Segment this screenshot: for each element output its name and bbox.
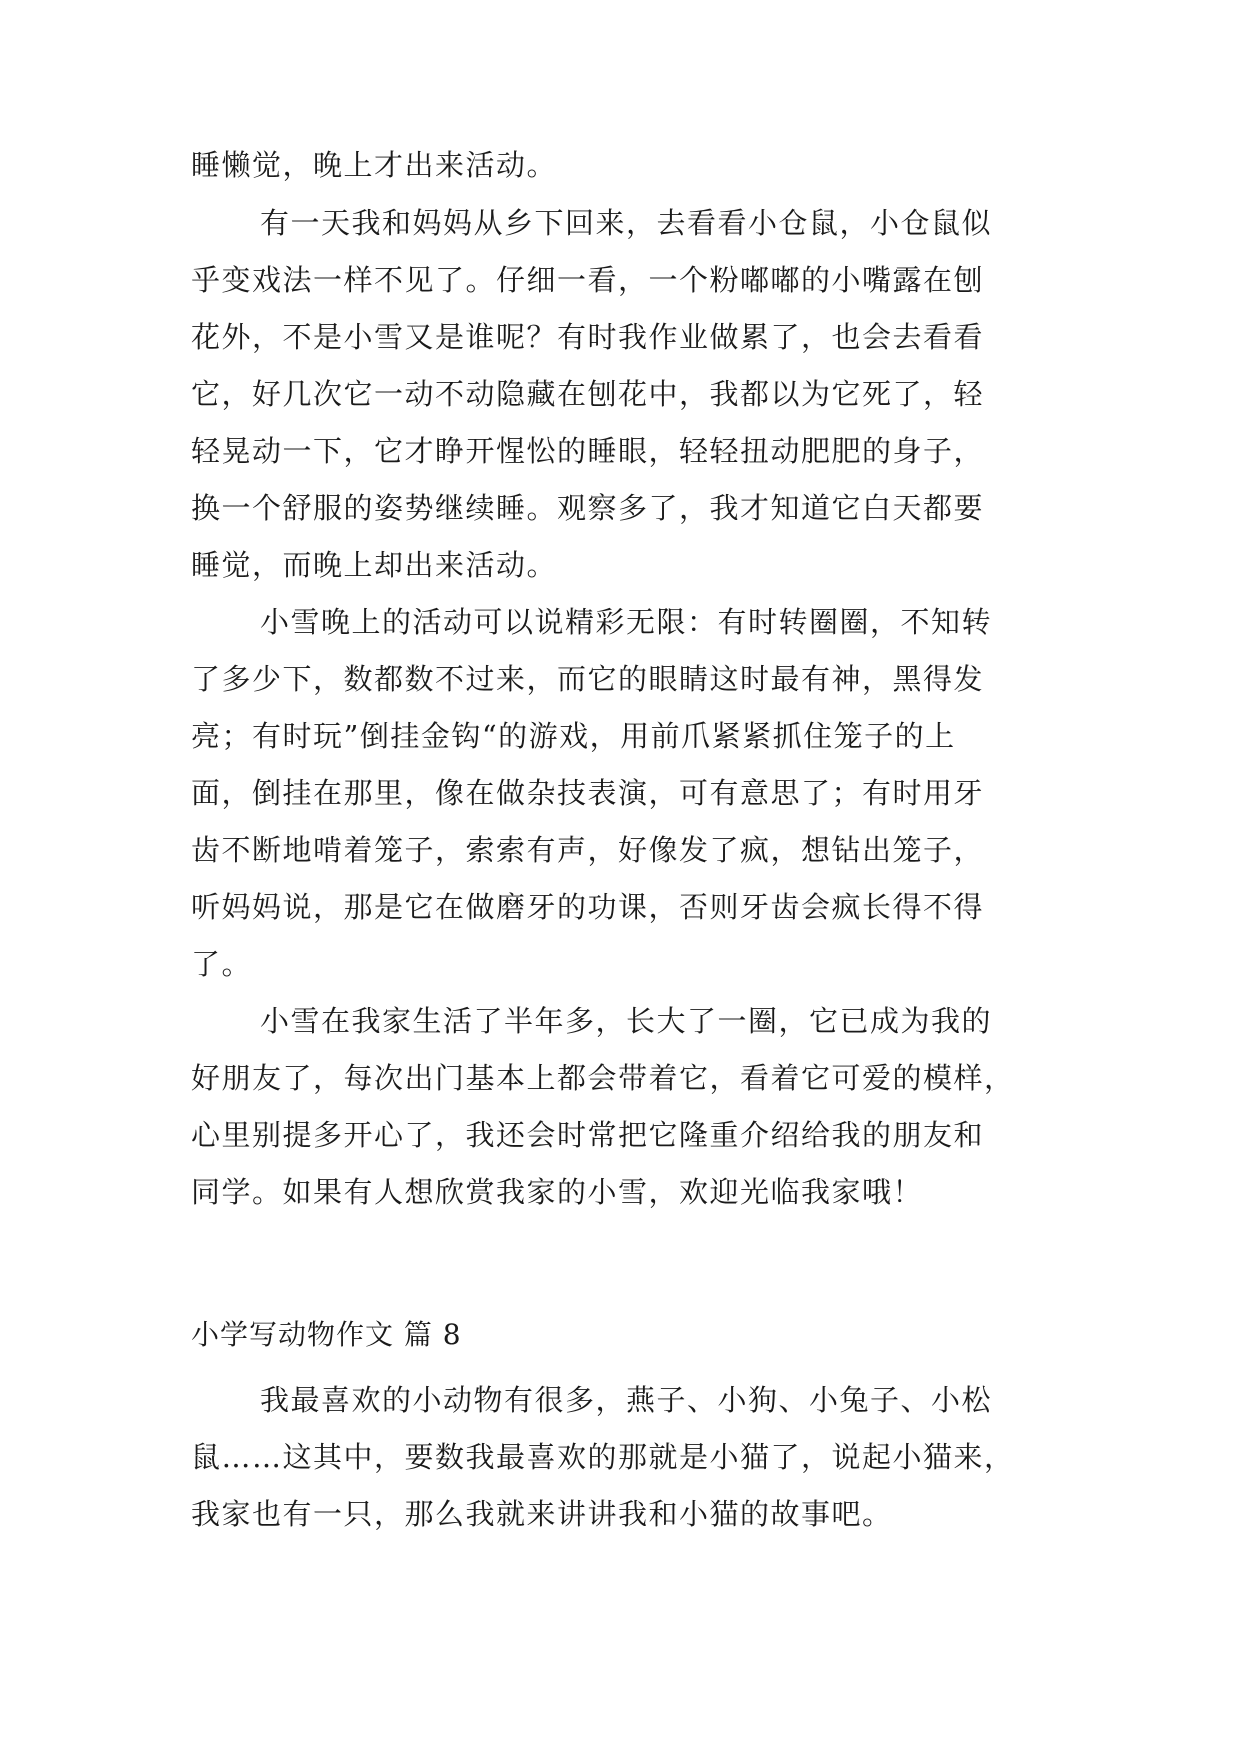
text-line: 了多少下，数都数不过来，而它的眼睛这时最有神，黑得发	[191, 662, 985, 696]
text-line: 齿不断地啃着笼子，索索有声，好像发了疯，想钻出笼子，	[191, 833, 985, 867]
text-line: 睡懒觉，晚上才出来活动。	[191, 148, 558, 182]
text-line: 睡觉，而晚上却出来活动。	[191, 548, 558, 582]
text-line: 了。	[191, 947, 253, 981]
text-line: 我最喜欢的小动物有很多，燕子、小狗、小兔子、小松	[260, 1383, 993, 1417]
text-line: 它，好几次它一动不动隐藏在刨花中，我都以为它死了，轻	[191, 377, 985, 411]
text-line: 听妈妈说，那是它在做磨牙的功课，否则牙齿会疯长得不得	[191, 890, 985, 924]
text-line: 心里别提多开心了，我还会时常把它隆重介绍给我的朋友和	[191, 1118, 985, 1152]
text-line: 换一个舒服的姿势继续睡。观察多了，我才知道它白天都要	[191, 491, 985, 525]
text-line: 鼠……这其中，要数我最喜欢的那就是小猫了，说起小猫来，	[191, 1440, 1015, 1474]
text-line: 面，倒挂在那里，像在做杂技表演，可有意思了；有时用牙	[191, 776, 985, 810]
section-heading: 小学写动物作文 篇 8	[191, 1318, 462, 1351]
text-line: 乎变戏法一样不见了。仔细一看，一个粉嘟嘟的小嘴露在刨	[191, 263, 985, 297]
text-line: 有一天我和妈妈从乡下回来，去看看小仓鼠，小仓鼠似	[260, 206, 993, 240]
text-line: 好朋友了，每次出门基本上都会带着它，看着它可爱的模样，	[191, 1061, 1015, 1095]
text-line: 小雪晚上的活动可以说精彩无限：有时转圈圈，不知转	[260, 605, 993, 639]
text-line: 亮；有时玩”倒挂金钩“的游戏，用前爪紧紧抓住笼子的上	[191, 719, 956, 753]
text-line: 我家也有一只，那么我就来讲讲我和小猫的故事吧。	[191, 1497, 893, 1531]
text-line: 花外，不是小雪又是谁呢？有时我作业做累了，也会去看看	[191, 320, 985, 354]
text-line: 小雪在我家生活了半年多，长大了一圈，它已成为我的	[260, 1004, 993, 1038]
text-line: 同学。如果有人想欣赏我家的小雪，欢迎光临我家哦！	[191, 1175, 924, 1209]
text-line: 轻晃动一下，它才睁开惺忪的睡眼，轻轻扭动肥肥的身子，	[191, 434, 985, 468]
